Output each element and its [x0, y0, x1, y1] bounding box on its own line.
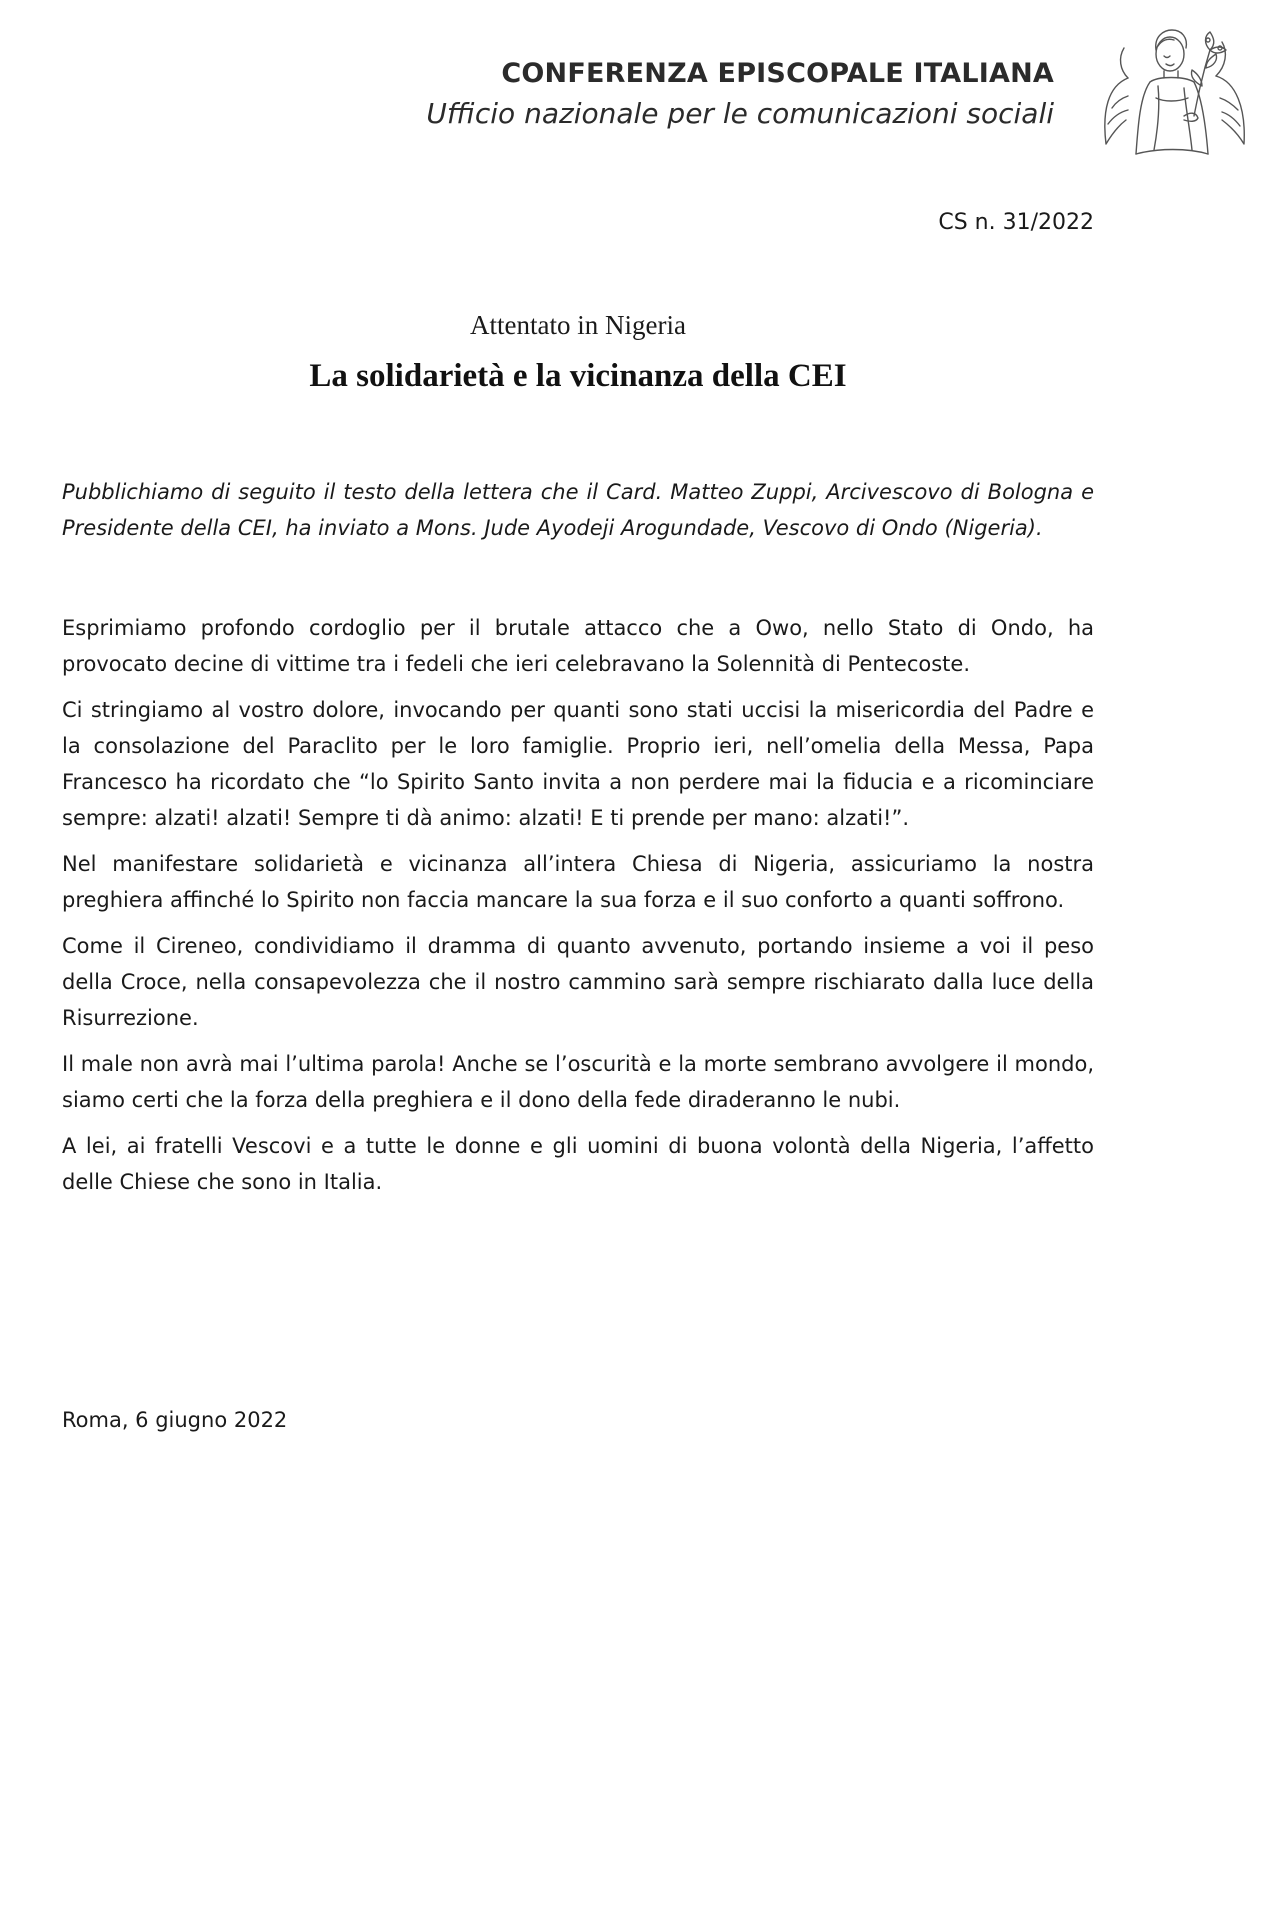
organization-name: CONFERENZA EPISCOPALE ITALIANA: [501, 58, 1054, 89]
place-date: Roma, 6 giugno 2022: [62, 1408, 288, 1432]
body-paragraph: Nel manifestare solidarietà e vicinanza all’intera Chiesa di Nigeria, assicuriamo la nostra preghiera affinché lo Spirito non faccia mancare la sua forza e il suo conforto a quanti soffrono.: [62, 852, 1094, 912]
press-release-number: CS n. 31/2022: [938, 210, 1094, 235]
letter-body: [62, 474, 1094, 1210]
intro-paragraph: Pubblichiamo di seguito il testo della lettera che il Card. Matteo Zuppi, Arcivescovo di Bologna e Presidente della CEI, ha inviato a Mons. Jude Ayodeji Arogundade, Vescovo di Ondo (Nigeria).: [62, 480, 1094, 540]
page-title: La solidarietà e la vicinanza della CEI: [309, 358, 847, 394]
letterhead: [426, 56, 1054, 134]
body-paragraph: A lei, ai fratelli Vescovi e a tutte le donne e gli uomini di buona volontà della Nigeria, l’affetto delle Chiese che sono in Italia.: [62, 1134, 1094, 1194]
body-paragraph: Ci stringiamo al vostro dolore, invocando per quanti sono stati uccisi la misericordia del Padre e la consolazione del Paraclito per le loro famiglie. Proprio ieri, nell’omelia della Messa, Papa Francesco ha ricordato che “lo Spirito Santo invita a non perdere mai la fiducia e a ricominciare sempre: alzati! alzati! Sempre ti dà animo: alzati! E ti prende per mano: alzati!”.: [62, 698, 1094, 830]
body-paragraph: Il male non avrà mai l’ultima parola! Anche se l’oscurità e la morte sembrano avvolgere il mondo, siamo certi che la forza della preghiera e il dono della fede diraderanno le nubi.: [62, 1052, 1094, 1112]
body-paragraph: Esprimiamo profondo cordoglio per il brutale attacco che a Owo, nello Stato di Ondo, ha provocato decine di vittime tra i fedeli che ieri celebravano la Solennità di Pentecoste.: [62, 616, 1094, 676]
body-paragraph: Come il Cireneo, condividiamo il dramma di quanto avvenuto, portando insieme a voi il peso della Croce, nella consapevolezza che il nostro cammino sarà sempre rischiarato dalla luce della Risurrezione.: [62, 934, 1094, 1030]
angel-logo-icon: [1098, 16, 1250, 160]
kicker: Attentato in Nigeria: [470, 310, 686, 340]
office-name: Ufficio nazionale per le comunicazioni sociali: [426, 97, 1054, 130]
